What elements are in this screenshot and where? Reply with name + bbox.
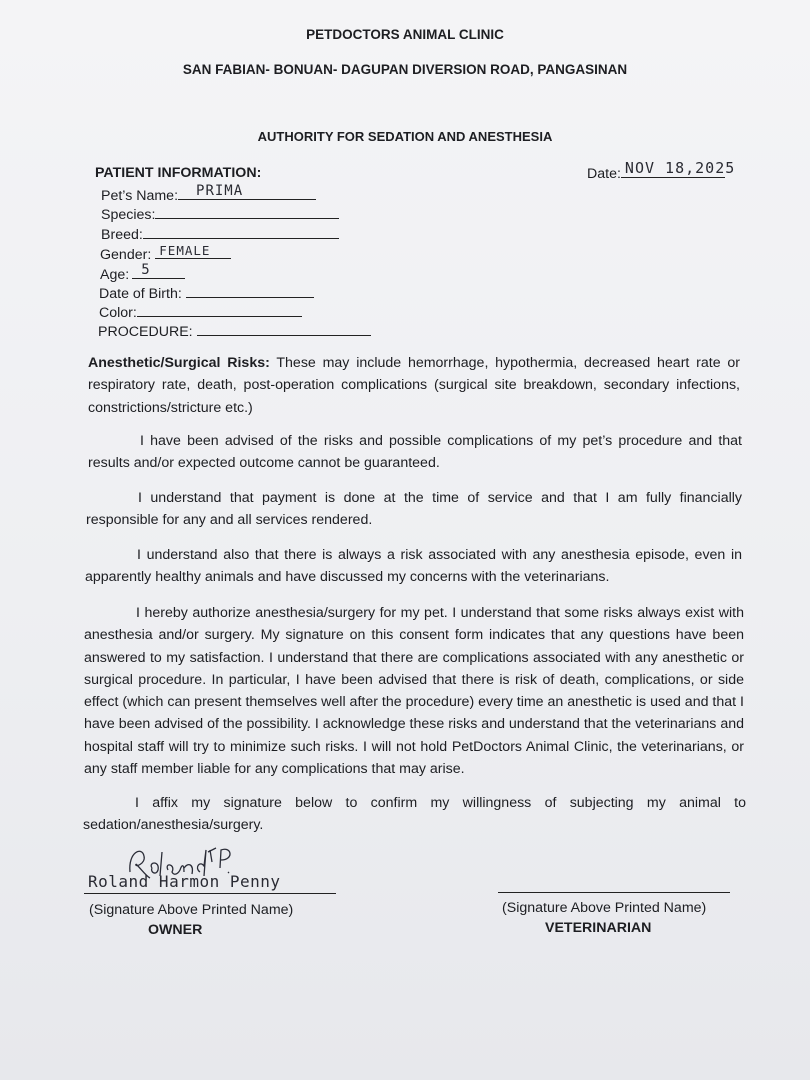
vet-signature-caption: (Signature Above Printed Name) [502,900,707,916]
clinic-address: SAN FABIAN- BONUAN- DAGUPAN DIVERSION ROAD, PANGASINAN [182,62,628,77]
procedure-label: PROCEDURE: [98,324,193,340]
gender-label: Gender: [100,247,152,263]
age-row [100,264,185,283]
age-value: 5 [141,262,151,278]
species-label: Species: [101,207,156,223]
gender-value: FEMALE [159,243,211,258]
pet-name-field[interactable] [178,185,316,200]
dob-label: Date of Birth: [99,286,182,302]
breed-label: Breed: [101,227,143,243]
risks-text: These may include hemorrhage, hypothermia, decreased heart rate or respiratory rate, death, post-operation complications (surgical site breakdown, secondary infections, constrictions/stricture etc.) [88,355,741,416]
paragraph-authorization: I hereby authorize anesthesia/surgery for my pet. I understand that some risks always exist with anesthesia and/or surgery. My signature on this consent form indicates that any questions have been answered to my satisfaction. I understand that there are complications associated with any anesthetic or surgical procedure. In particular, I have been advised that there is risk of death, complications, or side effect (which can present themselves well after the procedure) every time an anesthetic is used and that I have been advised of the possibility. I acknowledge these risks and understand that the veterinarians and hospital staff will try to minimize such risks. I will not hold PetDoctors Animal Clinic, the veterinarians, or any staff member liable for any complications that may arise. [84,605,744,778]
date-value: NOV 18,2025 [624,159,736,177]
breed-row [101,224,339,243]
risks-paragraph [88,352,740,419]
owner-signature-caption: (Signature Above Printed Name) [89,902,294,918]
risks-heading: Anesthetic/Surgical Risks: [88,355,270,371]
gender-row [100,244,231,263]
pet-name-label: Pet’s Name: [101,188,179,204]
paragraph-advised: I have been advised of the risks and possible complications of my pet’s procedure and that results and/or expected outcome cannot be guaranteed. [88,433,742,472]
owner-signature-line[interactable] [84,893,336,894]
dob-field[interactable] [186,283,314,298]
color-field[interactable] [137,302,302,317]
color-row [99,302,302,321]
owner-printed-name: Roland Harmon Penny [88,872,281,891]
vet-role-label: VETERINARIAN [545,920,652,936]
procedure-row [98,321,371,340]
form-title: AUTHORITY FOR SEDATION AND ANESTHESIA [257,129,553,144]
gender-field[interactable] [155,244,231,259]
paragraph-risk-anesthesia: I understand also that there is always a risk associated with any anesthesia episode, even in apparently healthy animals and have discussed my concerns with the veterinarians. [85,547,742,586]
breed-field[interactable] [143,224,339,239]
species-field[interactable] [155,204,339,219]
pet-name-row [101,185,316,204]
species-row [101,204,339,223]
age-label: Age: [100,267,130,283]
date-row [587,159,736,182]
owner-role-label: OWNER [148,922,203,938]
patient-info-heading: PATIENT INFORMATION: [95,165,262,181]
date-label: Date: [587,166,621,182]
clinic-name: PETDOCTORS ANIMAL CLINIC [306,27,504,42]
dob-row [99,283,314,302]
date-field[interactable] [621,159,736,178]
color-label: Color: [99,305,137,321]
age-field[interactable] [132,264,185,279]
paragraph-payment: I understand that payment is done at the time of service and that I am fully financially responsible for any and all services rendered. [86,490,742,529]
pet-name-value: PRIMA [196,183,244,199]
procedure-field[interactable] [197,321,371,336]
vet-signature-line[interactable] [498,892,730,893]
paragraph-affirmation: I affix my signature below to confirm my willingness of subjecting my animal to sedation/anesthesia/surgery. [83,795,746,834]
